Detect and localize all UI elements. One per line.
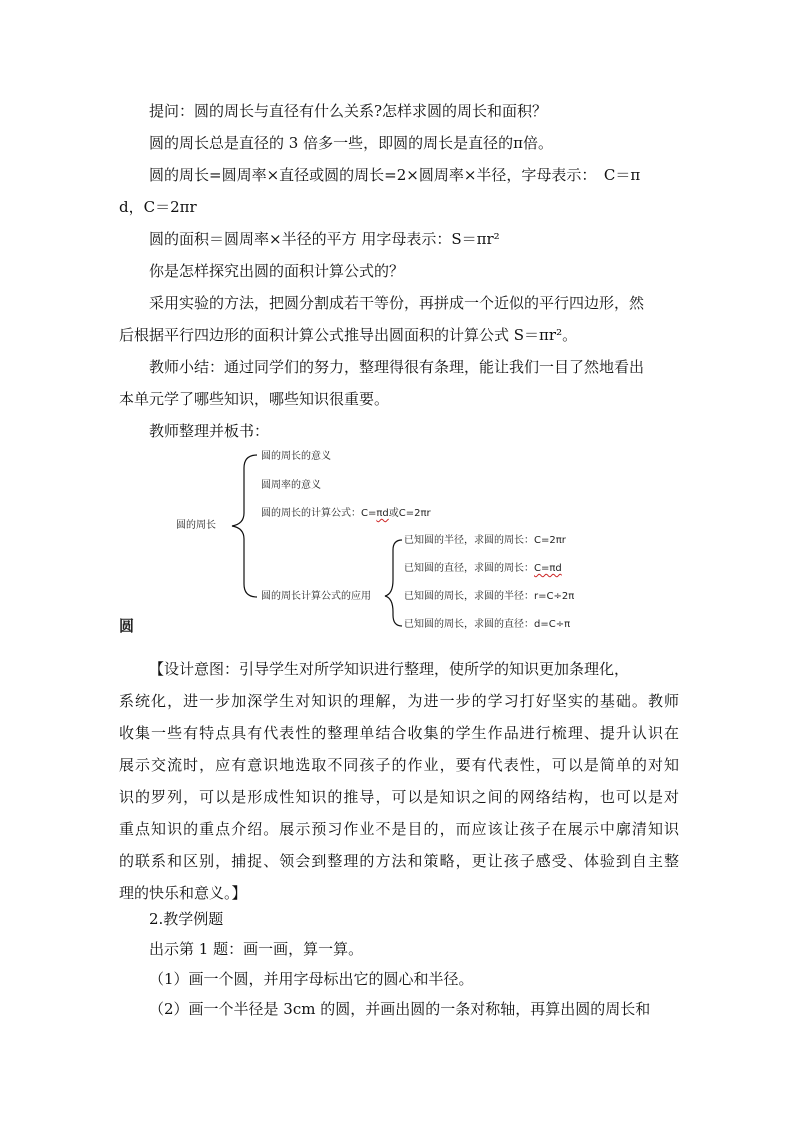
design-intent: 理的快乐和意义。】 [119,884,247,902]
branch-formula-application: 圆的周长计算公式的应用 [261,591,371,602]
design-intent: 重点知识的重点介绍。展示预习作业不是目的，而应该让孩子在展示中廓清知识 [119,820,679,838]
exercise-item: （2）画一个半径是 3cm 的圆，并画出圆的一条对称轴，再算出圆的周长和 [149,1000,651,1018]
design-intent: 识的罗列，可以是形成性知识的推导，可以是知识之间的网络结构，也可以是对 [119,788,679,806]
paragraph: 采用实验的方法，把圆分割成若干等份，再拼成一个近似的平行四边形，然 [149,294,645,312]
paragraph: 后根据平行四边形的面积计算公式推导出圆面积的计算公式 S＝πr²。 [119,326,578,344]
exercise-item: （1）画一个圆，并用字母标出它的圆心和半径。 [149,970,474,988]
paragraph: 圆的周长总是直径的 3 倍多一些，即圆的周长是直径的π倍。 [149,134,553,152]
paragraph: 圆的面积＝圆周率×半径的平方 用字母表示：S＝πr² [149,230,500,248]
design-intent: 展示交流时，应有意识地选取不同孩子的作业，要有代表性，可以是简单的对知 [119,756,679,774]
paragraph: d，C＝2πr [119,198,197,216]
branch-pi-meaning: 圆周率的意义 [261,480,321,491]
sub-branch-circumference-to-diameter: 已知圆的周长，求圆的直径：d=C÷π [404,619,571,630]
branch-circumference-meaning: 圆的周长的意义 [261,451,331,462]
section-heading: 2.教学例题 [149,910,224,928]
sub-branch-radius-to-circumference: 已知圆的半径，求圆的周长：C=2πr [404,535,566,546]
design-intent: 【设计意图：引导学生对所学知识进行整理，使所学的知识更加条理化， [149,660,630,678]
question-text: 你是怎样探究出圆的面积计算公式的？ [149,262,405,280]
main-brace [232,455,257,597]
sub-brace [385,540,402,626]
paragraph: 教师小结：通过同学们的努力，整理得很有条理，能让我们一目了然地看出 [149,358,645,376]
paragraph: 圆的周长=圆周率×直径或圆的周长=2×圆周率×半径，字母表示： C＝π [149,166,641,184]
paragraph: 本单元学了哪些知识，哪些知识很重要。 [119,390,390,408]
diagram-root: 圆的周长 [176,520,216,531]
question-text: 提问：圆的周长与直径有什么关系?怎样求圆的周长和面积？ [149,102,548,120]
design-intent: 的联系和区别，捕捉、领会到整理的方法和策略，更让孩子感受、体验到自主整 [119,852,679,870]
design-intent: 收集一些有特点具有代表性的整理单结合收集的学生作品进行梳理、提升认识在 [119,724,679,742]
side-character: 圆 [119,617,135,635]
sub-branch-circumference-to-radius: 已知圆的周长，求圆的半径：r=C÷2π [404,591,575,602]
design-intent: 系统化，进一步加深学生对知识的理解，为进一步的学习打好坚实的基础。教师 [119,692,679,710]
sub-branch-diameter-to-circumference: 已知圆的直径，求圆的周长：C=πd [404,563,562,574]
paragraph: 教师整理并板书： [149,422,270,440]
branch-formula: 圆的周长的计算公式：C=πd或C=2πr [261,508,431,519]
exercise-title: 出示第 1 题：画一画，算一算。 [149,940,364,958]
